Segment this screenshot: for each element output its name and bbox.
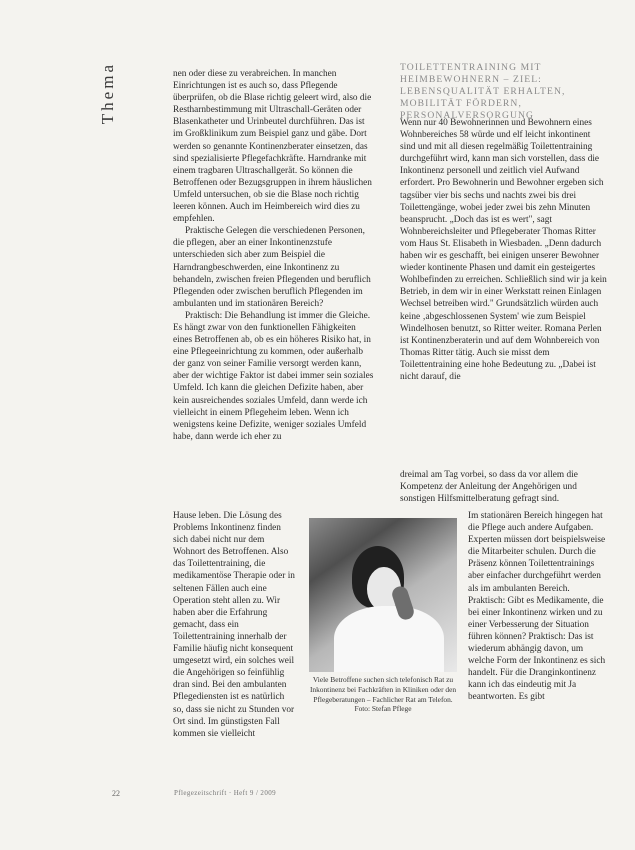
paragraph: dreimal am Tag vorbei, so dass da vor allem die Kompetenz der Anleitung der Angehörigen und sonstigen Hilfsmittelberatung gefragt sind.: [400, 470, 578, 505]
section-tab: Thema: [98, 62, 117, 125]
article-photo: [309, 518, 457, 672]
person-body: [334, 606, 444, 672]
photo-caption: Viele Betroffene suchen sich telefonisch Rat zu Inkontinenz bei Fachkräften in Kliniken oder den Pflegeberatungen – Fachlicher Rat am Telefon. Foto: Stefan Pflege: [309, 675, 457, 714]
paragraph: Praktische Gelegen die verschiedenen Personen, die pflegen, aber an einer Inkontinenzstufe unterschieden sich aber zum Beispiel die Harndrangbeschwerden, eine Inkontinenz zu behandeln, zwischen freien Pflegenden und beruflich Pflegenden oder zwischen beruflich Pflegenden im ambulanten und im stationären Bereich?: [173, 226, 371, 309]
paragraph: Im stationären Bereich hingegen hat die Pflege auch andere Aufgaben. Experten müssen dort beispielsweise die Mitarbeiter schulen. Durch die Präsenz können Toilettentrainings aber einfacher durchgeführt werden als im ambulanten Bereich. Praktisch: Gibt es Medikamente, die bei einer Inkontinenz wirken und zu einer Verbesserung der Situation führen können? Praktisch: Das ist wiederum abhängig davon, um welche Form der Inkontinenz es sich handelt. Für die Dranginkontinenz kann ich das eindeutig mit Ja beantworten. Es gibt: [468, 511, 606, 703]
page-number: 22: [112, 789, 120, 798]
right-column-middle: [400, 469, 608, 505]
article-heading: TOILETTENTRAINING MIT HEIMBEWOHNERN – ZIEL: LEBENSQUALITÄT ERHALTEN, MOBILITÄT FÖRDERN, PERSONALVERSORGUNG: [400, 62, 566, 121]
right-column-upper: [400, 117, 608, 383]
paragraph: nen oder diese zu verabreichen. In manchen Einrichtungen ist es auch so, dass Pflegende überprüfen, ob die Blase richtig geleert wird, also die Restharnbestimmung mit Ultraschall-Geräten oder Blasenkatheter und Urinbeutel durchführen. Das ist im Großklinikum zum Beispiel ganz und gäbe. Dort werden so genannte Kontinenzberater einsetzen, das sind spezialisierte Pflegefachkräfte. Harndranke mit einem tragbaren Ultraschallgerät. So können die Betroffenen oder Bezugsgruppen in ihrem häuslichen Umfeld untersuchen, ob sie die Blase noch richtig leeren können. Auch im Heimbereich wird dies zu empfehlen.: [173, 69, 372, 225]
left-column-lower: [173, 510, 297, 740]
paragraph: Praktisch: Die Behandlung ist immer die Gleiche. Es hängt zwar von den funktionellen Fähigkeiten eines Betroffenen ab, ob es ein höheres Risiko hat, in eine Pflegeeinrichtung zu kommen, oder außerhalb der ganz von seiner Familie versorgt werden kann, aber der wichtige Faktor ist dabei immer sein soziales Umfeld. Ich kann die gleichen Defizite haben, aber kein ausreichendes soziales Umfeld, dann werde ich vielleicht in einem Pflegeheim leben. Wenn ich wenigstens keine Defizite, weniger soziales Umfeld habe, dann werde ich eher zu: [173, 310, 374, 442]
paragraph: Hause leben. Die Lösung des Problems Inkontinenz finden sich dabei nicht nur dem Wohnort des Betroffenen. Also das Toilettentraining, die medikamentöse Therapie oder in seltenen Fällen auch eine Operation steht allen zu. Wir haben aber die Erfahrung gemacht, dass ein Toilettentraining innerhalb der Familie häufig nicht konsequent umgesetzt wird, ein solches weil die Angehörigen so feinfühlig dran sind. Bei den ambulanten Pflegediensten ist es natürlich so, dass sie nicht zu Stunden vor Ort sind. Im günstigsten Fall kommen sie vielleicht: [173, 511, 295, 739]
journal-footer: Pflegezeitschrift · Heft 9 / 2009: [174, 789, 277, 797]
paragraph: Wenn nur 40 Bewohnerinnen und Bewohnern eines Wohnbereiches 58 würde und elf leicht inkontinent sind und mit all diesen regelmäßig Toilettentraining durchgeführt wird, kann man sich vorstellen, dass die Inkontinenz personell und zeitlich viel Aufwand erfordert. Pro Bewohnerin und Bewohner ergeben sich tagsüber vier bis sechs und nachts zwei bis drei Toilettengänge, wobei jeder zwei bis zehn Minuten beansprucht. „Doch das ist es wert", sagt Wohnbereichsleiter und Pflegeberater Thomas Ritter vom Haus St. Elisabeth in Wiesbaden. „Denn dadurch haben wir es geschafft, bei einigen unserer Bewohner wieder kontinente Phasen und damit ein gesteigertes Wohlbefinden zu erreichen. Schließlich sind wir ja kein Betrieb, in dem wir in einer Werkstatt reinen Einlagen Wechsel betreiben wird." Grundsätzlich würden auch keine ‚abgeschlossenen System' wie zum Beispiel Windelhosen benutzt, so Ritter weiter. Romana Perlen ist Kontinenzberaterin und auf dem Wohnbereich von Thomas Ritter tätig. Auch sie misst dem Toilettentraining eine hohe Bedeutung zu. „Dabei ist nicht darauf, die: [400, 118, 607, 382]
right-column-lower: [468, 510, 608, 704]
left-column-upper: [173, 68, 375, 443]
